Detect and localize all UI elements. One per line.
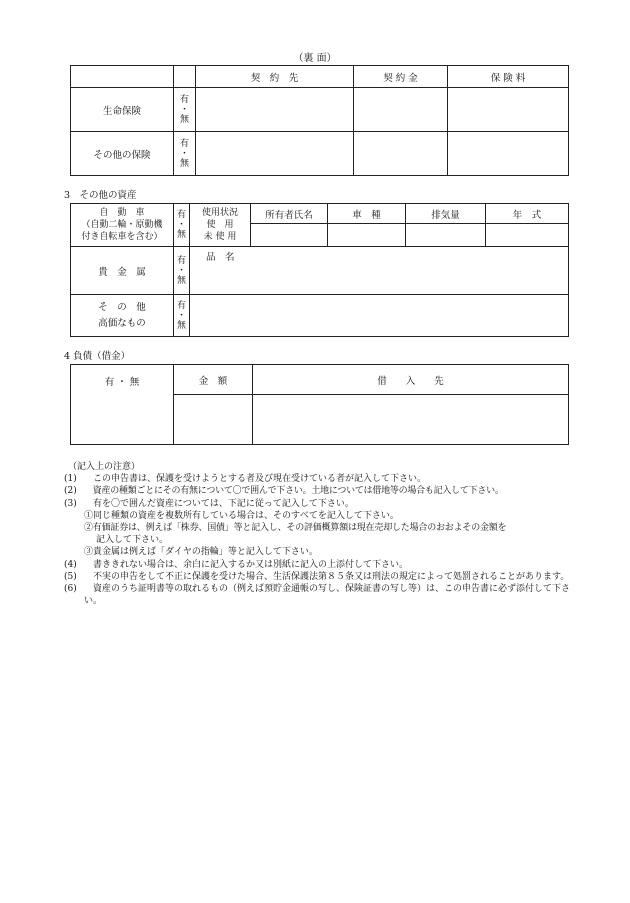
debt-table [70, 364, 569, 445]
car-label-line3: 付き自転車を含む） [81, 232, 163, 242]
note-item [64, 485, 584, 497]
note-subitem-continuation: 記入して下さい。 [96, 535, 169, 546]
usage-in-use: 使 用 [206, 220, 234, 230]
note-number: (4) [64, 559, 77, 570]
note-number: (6) [64, 584, 77, 595]
item-name-label: 品 名 [206, 252, 235, 263]
car-model-field[interactable] [328, 224, 406, 247]
note-item [64, 498, 584, 510]
other-insurance-amount-field[interactable] [354, 132, 448, 176]
debt-amount-header: 金 額 [174, 365, 253, 395]
usage-not-in-use: 未 使 用 [203, 232, 237, 242]
note-number: (3) [64, 498, 77, 509]
debt-lender-header: 借 入 先 [253, 365, 569, 395]
precious-metal-yumu[interactable] [174, 247, 190, 295]
yumu-no: 無 [179, 158, 189, 169]
yumu-dot: ・ [179, 104, 189, 115]
life-insurance-amount-field[interactable] [354, 88, 448, 132]
notes-block [64, 461, 584, 607]
usage-status-label: 使用状況 [201, 208, 238, 218]
note-text: 資産の種類ごとにその有無について〇で囲んで下さい。土地については借地等の場合も記入して下さい。 [84, 486, 504, 497]
other-valuables-line2: 高価なもの [98, 317, 146, 329]
note-text: 有を〇で囲んだ資産については、下記に従って記入して下さい。 [84, 498, 354, 509]
precious-metal-label: 貴 金 属 [71, 247, 174, 295]
other-valuables-line1: そ の 他 [98, 301, 146, 313]
yumu-no: 無 [176, 275, 186, 286]
yumu-yes: 有 [179, 94, 189, 105]
car-label-line2: （自動二輪・原動機 [81, 220, 163, 230]
precious-metal-item-field[interactable] [190, 247, 569, 295]
yumu-no: 無 [176, 230, 186, 240]
yumu-dot: ・ [179, 148, 189, 159]
car-yumu[interactable] [174, 204, 190, 247]
insurance-header-premium: 保 険 料 [448, 66, 569, 88]
note-subitem: ①同じ種類の資産を複数所有している場合は、そのすべてを記入して下さい。 [84, 510, 399, 521]
yumu-no: 無 [179, 114, 189, 125]
yumu-dot: ・ [176, 220, 186, 230]
car-owner-name-header: 所有者氏名 [251, 204, 328, 224]
note-text: 資産のうち証明書等の取れるもの（例えば預貯金通帳の写し、保険証書の写し等）は、この申告書に必ず添付して下さい。 [84, 584, 571, 607]
note-number: (2) [64, 486, 77, 497]
other-valuables-field[interactable] [190, 295, 569, 337]
note-subitem: ③貴金属は例えば「ダイヤの指輪」等と記入して下さい。 [84, 547, 318, 558]
insurance-header-contractor: 契 約 先 [196, 66, 354, 88]
note-text: この申告書は、保護を受けようとする者及び現在受けている者が記入して下さい。 [84, 474, 427, 485]
car-displacement-field[interactable] [406, 224, 486, 247]
car-year-header: 年 式 [486, 204, 569, 224]
other-insurance-premium-field[interactable] [448, 132, 569, 176]
note-subitem-cont [64, 534, 584, 546]
car-label [71, 204, 174, 247]
insurance-table [70, 65, 569, 176]
debt-yumu-cell[interactable] [71, 365, 174, 445]
note-item [64, 583, 584, 607]
car-owner-name-field[interactable] [251, 224, 328, 247]
insurance-header-amount: 契 約 金 [354, 66, 448, 88]
car-displacement-header: 排気量 [406, 204, 486, 224]
other-insurance-contractor-field[interactable] [196, 132, 354, 176]
debt-yumu-label: 有 ・ 無 [104, 377, 140, 388]
yumu-yes: 有 [176, 300, 186, 311]
insurance-header-blank-yumu [174, 66, 196, 88]
debt-amount-field[interactable] [174, 395, 253, 445]
life-insurance-premium-field[interactable] [448, 88, 569, 132]
section3-title: 3 その他の資産 [64, 190, 137, 201]
note-item [64, 559, 584, 571]
note-text: 不実の申告をして不正に保護を受けた場合、生活保護法第８５条又は刑法の規定によって処罰されることがあります。 [84, 571, 570, 582]
insurance-header-blank [71, 66, 174, 88]
section4-title: 4 負債（借金） [64, 351, 131, 362]
other-insurance-yumu[interactable] [174, 132, 196, 176]
note-item [64, 571, 584, 583]
life-insurance-yumu[interactable] [174, 88, 196, 132]
car-year-field[interactable] [486, 224, 569, 247]
yumu-dot: ・ [176, 265, 186, 276]
life-insurance-label: 生命保険 [71, 88, 174, 132]
life-insurance-contractor-field[interactable] [196, 88, 354, 132]
note-subitem: ②有価証券は、例えば「株券、国債」等と記入し、その評価概算額は現在売却した場合のおおよその金額を [84, 523, 507, 534]
note-number: (5) [64, 571, 77, 582]
note-number: (1) [64, 474, 77, 485]
yumu-no: 無 [176, 320, 186, 331]
yumu-yes: 有 [176, 210, 186, 220]
car-label-line1: 自 動 車 [99, 208, 145, 218]
note-item [64, 473, 584, 485]
yumu-dot: ・ [176, 310, 186, 321]
notes-title: （記入上の注意） [68, 462, 141, 472]
note-text: 書ききれない場合は、余白に記入するか又は別紙に記入の上添付して下さい。 [84, 559, 409, 570]
other-valuables-label [71, 295, 174, 337]
debt-lender-field[interactable] [253, 395, 569, 445]
car-usage-status[interactable] [190, 204, 251, 247]
car-model-header: 車 種 [328, 204, 406, 224]
other-valuables-yumu[interactable] [174, 295, 190, 337]
other-assets-table [70, 203, 569, 337]
yumu-yes: 有 [176, 255, 186, 266]
yumu-yes: 有 [179, 138, 189, 149]
other-insurance-label: その他の保険 [71, 132, 174, 176]
page-side-label: （裏 面） [293, 53, 337, 64]
